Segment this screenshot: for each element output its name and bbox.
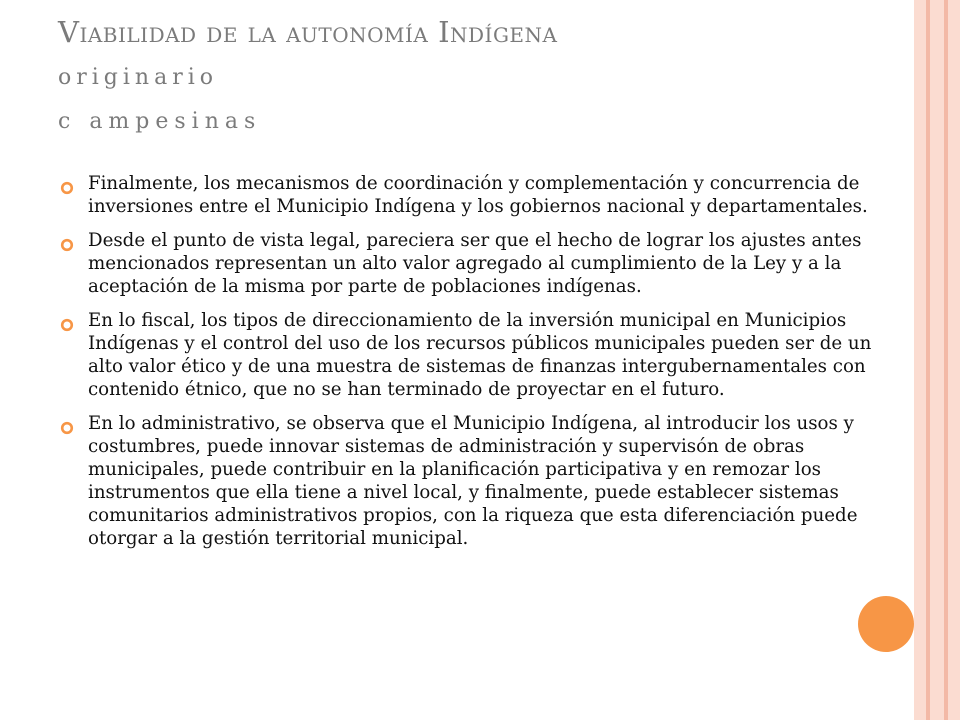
bullet-list [60, 172, 905, 561]
bullet-item [60, 172, 905, 218]
bullet-text: Finalmente, los mecanismos de coordinación y complementación y concurrencia de inversiones entre el Municipio Indígena y los gobiernos nacional y departamentales. [88, 173, 868, 217]
circle-ring-bullet-icon [60, 178, 74, 201]
slide-title [58, 15, 898, 134]
bullet-item [60, 229, 905, 298]
title-line-2: originario [58, 65, 218, 90]
circle-ring-bullet-icon [60, 418, 74, 441]
decorative-side-stripes [914, 0, 960, 720]
circle-ring-bullet-icon [60, 235, 74, 258]
bullet-text: Desde el punto de vista legal, pareciera ser que el hecho de lograr los ajustes antes mencionados representan un alto valor agregado al cumplimiento de la Ley y a la aceptación de la misma por parte de poblaciones indígenas. [88, 230, 862, 297]
title-line-3: c ampesinas [58, 109, 262, 134]
title-line-1: Viabilidad de la autonomía Indígena [58, 15, 558, 49]
accent-circle [858, 596, 914, 652]
bullet-text: En lo fiscal, los tipos de direccionamiento de la inversión municipal en Municipios Indígenas y el control del uso de los recursos públicos municipales pueden ser de un alto valor ético y de una muestra de sistemas de finanzas intergubernamentales con contenido étnico, que no se han terminado de proyectar en el futuro. [88, 310, 872, 400]
bullet-text: En lo administrativo, se observa que el Municipio Indígena, al introducir los usos y costumbres, puede innovar sistemas de administración y supervisón de obras municipales, puede contribuir en la planificación participativa y en remozar los instrumentos que ella tiene a nivel local, y finalmente, puede establecer sistemas comunitarios administrativos propios, con la riqueza que esta diferenciación puede otorgar a la gestión territorial municipal. [88, 413, 858, 549]
bullet-item [60, 412, 905, 550]
bullet-item [60, 309, 905, 401]
circle-ring-bullet-icon [60, 315, 74, 338]
